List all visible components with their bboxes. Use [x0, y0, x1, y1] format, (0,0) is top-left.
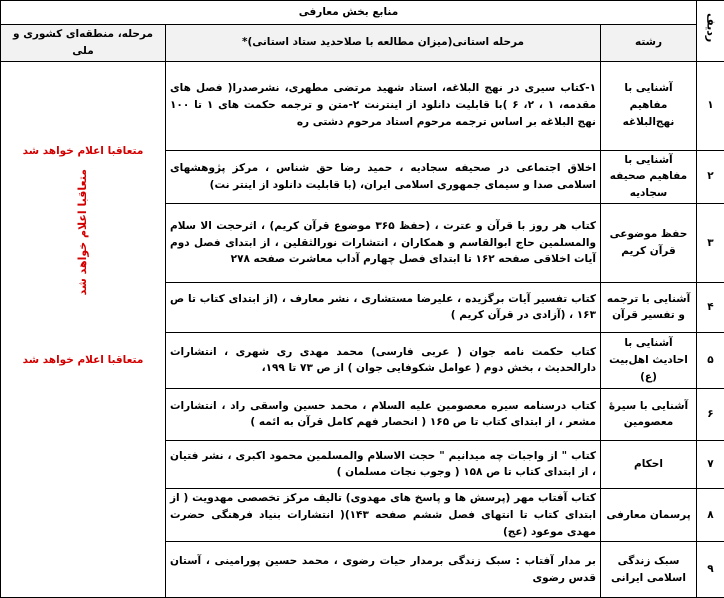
- row-number: ۸: [697, 488, 724, 541]
- row-number: ۶: [697, 388, 724, 440]
- resource-text: ۱-کتاب سیری در نهج البلاغه، استاد شهید مرتضی مطهری، نشرصدرا( فصل های مقدمه، ۱ ، ۲، ۶ )با قابلیت دانلود از اینترنت ۲-متن و ترجمه حکمت های ۱ تا ۱۰۰ نهج البلاغه بر اساس ترجمه مرحوم استاد مرحوم دشتی ره: [166, 61, 601, 150]
- national-stage-cell: [1, 61, 166, 598]
- stage-note-vertical: متعاقبا اعلام خواهد شد: [74, 169, 92, 295]
- row-number: ۷: [697, 440, 724, 488]
- row-number-header: ردیف: [697, 1, 724, 62]
- stage-note-bottom: متعاقبا اعلام خواهد شد: [5, 352, 161, 369]
- resource-text: کتاب تفسیر آیات برگزیده ، علیرضا مستشاری ، نشر معارف ، (از ابتدای کتاب تا ص ۱۶۳ ، (آزادی در قرآن کریم ): [166, 282, 601, 332]
- row-number: ۵: [697, 332, 724, 388]
- resource-text: کتاب آفتاب مهر (پرسش ها و پاسخ های مهدوی) تالیف مرکز تخصصی مهدویت ( از ابتدای کتاب تا انتهای فصل ششم صفحه ۱۴۳)( انتشارات بنیاد فرهنگی حضرت مهدی موعود (عج): [166, 488, 601, 541]
- field-name: پرسمان معارفی: [601, 488, 697, 541]
- row-number: ۱: [697, 61, 724, 150]
- stage-note-top: متعاقبا اعلام خواهد شد: [5, 143, 161, 160]
- field-name: احکام: [601, 440, 697, 488]
- provincial-column-header: مرحله استانی(میزان مطالعه با صلاحدید ستاد استانی)*: [166, 25, 601, 62]
- field-column-header: رشته: [601, 25, 697, 62]
- resource-text: کتاب درسنامه سیره معصومین علیه السلام ، محمد حسین واسقی راد ، انتشارات مشعر ، از ابتدای کتاب تا ص ۱۶۵ ( انحصار فهم کامل قرآن به ائمه ): [166, 388, 601, 440]
- field-name: سبک زندگی اسلامی ایرانی: [601, 542, 697, 598]
- row-number: ۴: [697, 282, 724, 332]
- resource-text: بر مدار آفتاب : سبک زندگی برمدار حیات رضوی ، محمد حسین پورامینی ، آستان قدس رضوی: [166, 542, 601, 598]
- field-name: آشنایی با احادیث اهل‌بیت (ع): [601, 332, 697, 388]
- field-name: آشنایی با ترجمه و تفسیر قرآن: [601, 282, 697, 332]
- section-title: منابع بخش معارفی: [1, 1, 697, 25]
- row-number: ۲: [697, 150, 724, 203]
- resource-text: کتاب حکمت نامه جوان ( عربی فارسی) محمد مهدی ری شهری ، انتشارات دارالحدیث ، بخش دوم ( عوامل شکوفایی جوان ) از ص ۷۳ تا ۱۹۹،: [166, 332, 601, 388]
- resource-text: اخلاق اجتماعی در صحیفه سجادیه ، حمید رضا حق شناس ، مرکز پژوهشهای اسلامی صدا و سیمای جمهوری اسلامی ایران، (با قابلیت دانلود از اینتر نت): [166, 150, 601, 203]
- table-row: [1, 61, 724, 150]
- row-number: ۹: [697, 542, 724, 598]
- field-name: آشنایی با مفاهیم صحیفه سجادیه: [601, 150, 697, 203]
- field-name: حفظ موضوعی قرآن کریم: [601, 203, 697, 282]
- field-name: آشنایی با سیرهٔ معصومین: [601, 388, 697, 440]
- national-column-header: مرحله، منطقه‌ای کشوری و ملی: [1, 25, 166, 62]
- resource-text: کتاب هر روز با قرآن و عترت ، (حفظ ۳۶۵ موضوع قرآن کریم) ، اثرحجت الا سلام والمسلمین حاج ابوالقاسم و همکاران ، انتشارات نورالثقلین ، از ابتدای فصل دوم آیات اخلاقی صفحه ۱۶۲ تا ابتدای فصل چهارم آداب معاشرت صفحه ۲۷۸: [166, 203, 601, 282]
- resource-text: کتاب " از واجبات چه میدانیم " حجت الاسلام والمسلمین محمود اکبری ، نشر فتیان ، از ابتدای کتاب تا ص ۱۵۸ ( وجوب نجات مسلمان ): [166, 440, 601, 488]
- field-name: آشنایی با مفاهیم نهج‌البلاغه: [601, 61, 697, 150]
- row-number: ۳: [697, 203, 724, 282]
